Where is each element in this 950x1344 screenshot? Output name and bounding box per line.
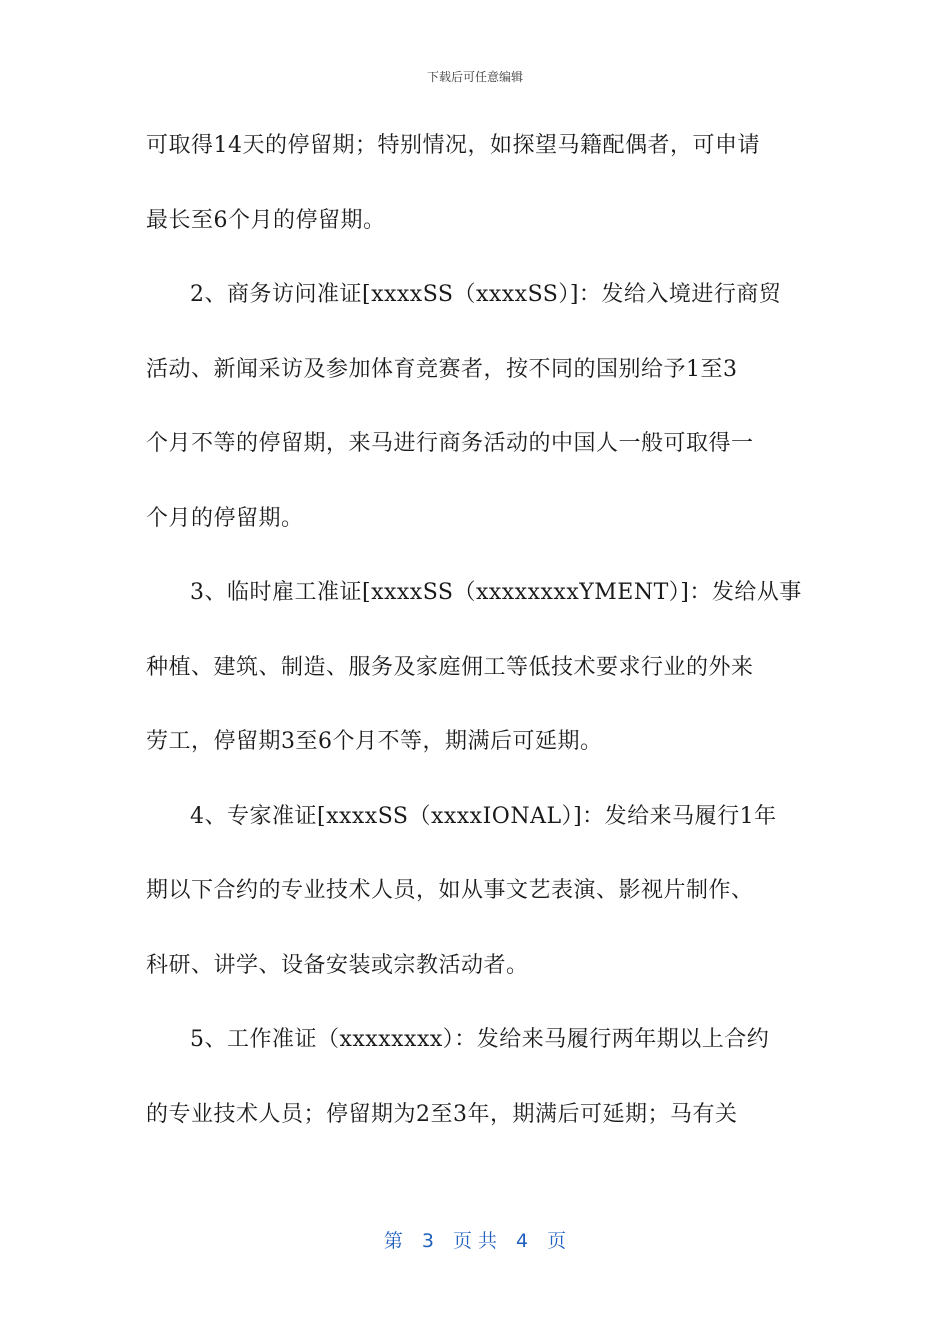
document-body	[146, 122, 806, 1165]
text-line: 最长至6个月的停留期。	[146, 207, 386, 233]
text-line: 劳工，停留期3至6个月不等，期满后可延期。	[146, 729, 603, 754]
text-line: 个月不等的停留期，来马进行商务活动的中国人一般可取得一	[146, 431, 754, 456]
text-line: 3、临时雇工准证[xxxxSS（xxxxxxxxYMENT）]：发给从事	[190, 580, 802, 605]
text-line: 种植、建筑、制造、服务及家庭佣工等低技术要求行业的外来	[146, 654, 754, 680]
page-number-footer: 第 3 页 共 4 页	[383, 1230, 567, 1252]
text-line: 活动、新闻采访及参加体育竞赛者，按不同的国别给予1至3	[146, 356, 738, 382]
text-line: 期以下合约的专业技术人员，如从事文艺表演、影视片制作、	[146, 878, 754, 903]
text-line: 可取得14天的停留期；特别情况，如探望马籍配偶者，可申请	[146, 133, 760, 158]
text-line: 的专业技术人员；停留期为2至3年，期满后可延期；马有关	[146, 1101, 738, 1127]
header-note: 下载后可任意编辑	[426, 70, 523, 84]
text-line: 2、商务访问准证[xxxxSS（xxxxSS）]：发给入境进行商贸	[190, 282, 782, 307]
text-line: 5、工作准证（xxxxxxxx）：发给来马履行两年期以上合约	[190, 1027, 770, 1052]
text-line: 个月的停留期。	[146, 505, 304, 531]
text-line: 科研、讲学、设备安装或宗教活动者。	[146, 952, 529, 978]
text-line: 4、专家准证[xxxxSS（xxxxIONAL）]：发给来马履行1年	[190, 803, 777, 829]
